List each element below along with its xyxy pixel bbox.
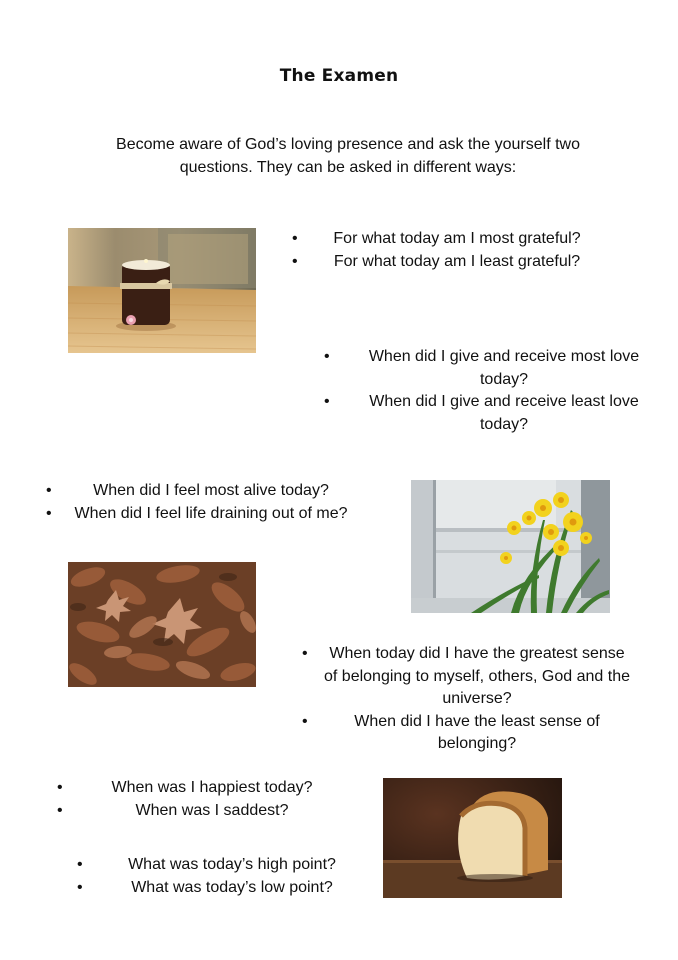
- list-item: • When did I give and receive least love today?: [344, 391, 664, 436]
- intro-text: Become aware of God’s loving presence and ask the yourself two questions. They can be asked in different ways:: [116, 136, 580, 176]
- grateful-questions: [290, 228, 602, 273]
- list-item: • What was today’s high point?: [97, 854, 367, 877]
- alive-questions: [44, 480, 356, 525]
- happy-questions: [55, 777, 347, 822]
- list-item: • When did I feel most alive today?: [66, 480, 356, 503]
- list-item: • When did I give and receive most love today?: [344, 346, 664, 391]
- page-title: The Examen: [279, 66, 399, 86]
- list-item: • What was today’s low point?: [97, 877, 367, 900]
- list-item: • When did I feel life draining out of me?: [66, 503, 356, 526]
- list-item: • When was I happiest today?: [77, 777, 347, 800]
- candle-photo: [68, 228, 256, 353]
- daffodils-photo: [411, 480, 610, 613]
- autumn-leaves-photo: [68, 562, 256, 687]
- bread-photo: [383, 778, 562, 898]
- list-item: • For what today am I least grateful?: [312, 251, 602, 274]
- belonging-questions: [300, 643, 632, 756]
- love-questions: [322, 346, 664, 436]
- list-item: • When today did I have the greatest sense of belonging to myself, others, God and the universe?: [322, 643, 632, 711]
- high-low-questions: [75, 854, 367, 899]
- list-item: • For what today am I most grateful?: [312, 228, 602, 251]
- list-item: • When was I saddest?: [77, 800, 347, 823]
- list-item: • When did I have the least sense of belonging?: [322, 711, 632, 756]
